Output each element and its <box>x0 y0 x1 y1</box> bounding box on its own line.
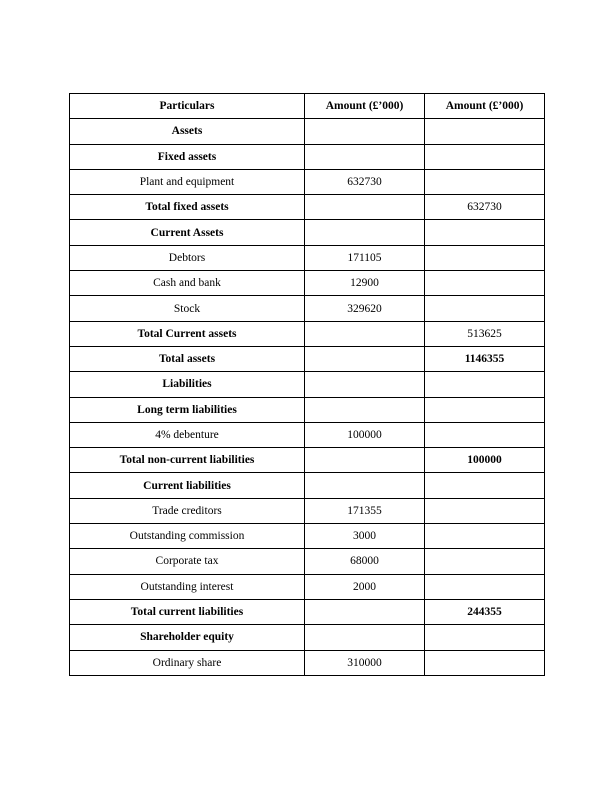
table-row <box>70 625 545 650</box>
table-row <box>70 220 545 245</box>
table-row <box>70 549 545 574</box>
table-row <box>70 448 545 473</box>
total-amount-cell: 244355 <box>425 599 545 624</box>
total-amount-cell <box>425 220 545 245</box>
amount-cell <box>305 372 425 397</box>
total-amount-cell <box>425 397 545 422</box>
particulars-cell: Long term liabilities <box>70 397 305 422</box>
amount-cell <box>305 119 425 144</box>
header-amount-1: Amount (£’000) <box>305 94 425 119</box>
amount-cell <box>305 144 425 169</box>
amount-cell: 632730 <box>305 169 425 194</box>
amount-cell: 329620 <box>305 296 425 321</box>
balance-sheet-table <box>69 93 545 676</box>
amount-cell: 2000 <box>305 574 425 599</box>
total-amount-cell: 632730 <box>425 195 545 220</box>
total-amount-cell: 1146355 <box>425 346 545 371</box>
particulars-cell: Corporate tax <box>70 549 305 574</box>
total-amount-cell <box>425 372 545 397</box>
total-amount-cell <box>425 119 545 144</box>
table-row <box>70 346 545 371</box>
total-amount-cell: 100000 <box>425 448 545 473</box>
total-amount-cell <box>425 498 545 523</box>
particulars-cell: 4% debenture <box>70 422 305 447</box>
particulars-cell: Plant and equipment <box>70 169 305 194</box>
table-row <box>70 271 545 296</box>
table-body <box>70 119 545 676</box>
particulars-cell: Total Current assets <box>70 321 305 346</box>
particulars-cell: Ordinary share <box>70 650 305 675</box>
particulars-cell: Cash and bank <box>70 271 305 296</box>
table-row <box>70 473 545 498</box>
amount-cell <box>305 321 425 346</box>
table-row <box>70 599 545 624</box>
amount-cell: 310000 <box>305 650 425 675</box>
table-row <box>70 245 545 270</box>
table-row <box>70 397 545 422</box>
amount-cell <box>305 448 425 473</box>
total-amount-cell <box>425 245 545 270</box>
amount-cell <box>305 473 425 498</box>
total-amount-cell <box>425 473 545 498</box>
table-row <box>70 372 545 397</box>
table-row <box>70 498 545 523</box>
table-row <box>70 650 545 675</box>
amount-cell <box>305 599 425 624</box>
amount-cell <box>305 346 425 371</box>
amount-cell: 3000 <box>305 524 425 549</box>
particulars-cell: Stock <box>70 296 305 321</box>
amount-cell <box>305 397 425 422</box>
table-header-row <box>70 94 545 119</box>
amount-cell: 171355 <box>305 498 425 523</box>
amount-cell: 68000 <box>305 549 425 574</box>
particulars-cell: Outstanding commission <box>70 524 305 549</box>
total-amount-cell <box>425 271 545 296</box>
amount-cell <box>305 195 425 220</box>
particulars-cell: Current liabilities <box>70 473 305 498</box>
total-amount-cell <box>425 574 545 599</box>
total-amount-cell <box>425 144 545 169</box>
amount-cell <box>305 625 425 650</box>
total-amount-cell <box>425 625 545 650</box>
table-row <box>70 574 545 599</box>
table-row <box>70 195 545 220</box>
table-row <box>70 321 545 346</box>
particulars-cell: Shareholder equity <box>70 625 305 650</box>
total-amount-cell <box>425 524 545 549</box>
particulars-cell: Trade creditors <box>70 498 305 523</box>
particulars-cell: Total non-current liabilities <box>70 448 305 473</box>
total-amount-cell: 513625 <box>425 321 545 346</box>
particulars-cell: Liabilities <box>70 372 305 397</box>
table-row <box>70 144 545 169</box>
particulars-cell: Outstanding interest <box>70 574 305 599</box>
particulars-cell: Total current liabilities <box>70 599 305 624</box>
particulars-cell: Assets <box>70 119 305 144</box>
particulars-cell: Debtors <box>70 245 305 270</box>
total-amount-cell <box>425 422 545 447</box>
table-row <box>70 524 545 549</box>
table-row <box>70 119 545 144</box>
header-amount-2: Amount (£’000) <box>425 94 545 119</box>
particulars-cell: Total fixed assets <box>70 195 305 220</box>
particulars-cell: Fixed assets <box>70 144 305 169</box>
particulars-cell: Total assets <box>70 346 305 371</box>
amount-cell: 171105 <box>305 245 425 270</box>
table-row <box>70 296 545 321</box>
particulars-cell: Current Assets <box>70 220 305 245</box>
header-particulars: Particulars <box>70 94 305 119</box>
total-amount-cell <box>425 296 545 321</box>
table-row <box>70 422 545 447</box>
amount-cell <box>305 220 425 245</box>
total-amount-cell <box>425 650 545 675</box>
amount-cell: 12900 <box>305 271 425 296</box>
amount-cell: 100000 <box>305 422 425 447</box>
total-amount-cell <box>425 549 545 574</box>
total-amount-cell <box>425 169 545 194</box>
table-row <box>70 169 545 194</box>
